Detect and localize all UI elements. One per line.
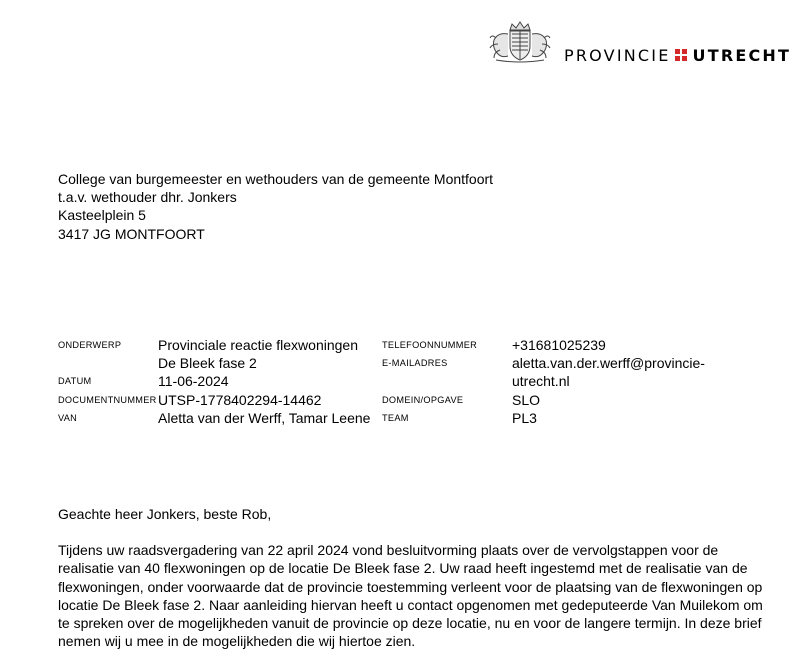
domein-value: SLO	[512, 392, 541, 408]
recipient-line: College van burgemeester en wethouders van de gemeente Montfoort	[58, 171, 494, 187]
paragraph-line: flexwoningen, onder voorwaarde dat de provincie toestemming verleent voor de plaatsing van de flexwoningen op	[58, 578, 763, 595]
onderwerp-value-line2: De Bleek fase 2	[158, 355, 257, 371]
email-label: E-MAILADRES	[382, 358, 448, 368]
brand-part2: UTRECHT	[692, 46, 792, 65]
recipient-line: t.a.v. wethouder dhr. Jonkers	[58, 189, 237, 206]
onderwerp-value: Provinciale reactie flexwoningen	[158, 337, 358, 353]
paragraph-line: nemen wij u mee in de mogelijkheden die wij hiertoe zien.	[58, 633, 416, 650]
datum-value: 11-06-2024	[158, 373, 229, 389]
recipient-address	[58, 170, 493, 243]
paragraph-line: realisatie van 40 flexwoningen op de locatie De Bleek fase 2. Uw raad heeft ingestemd met de realisatie van de	[58, 560, 748, 577]
onderwerp-label: ONDERWERP	[58, 340, 122, 350]
van-value: Aletta van der Werff, Tamar Leene	[158, 410, 371, 426]
telefoon-value: +31681025239	[512, 337, 606, 353]
paragraph-line: te spreken over de mogelijkheden vanuit de provincie op deze locatie, nu en voor de langere termijn. In deze brief	[58, 615, 762, 632]
salutation: Geachte heer Jonkers, beste Rob,	[58, 506, 272, 522]
telefoon-label: TELEFOONNUMMER	[382, 340, 478, 350]
email-value-line2: utrecht.nl	[512, 373, 570, 389]
brand-mark-icon	[675, 49, 687, 61]
domein-label: DOMEIN/OPGAVE	[382, 395, 464, 405]
brand-name	[564, 46, 791, 65]
team-label: TEAM	[382, 413, 409, 423]
brand-part1: PROVINCIE	[564, 46, 671, 65]
documentnummer-value: UTSP-1778402294-14462	[158, 392, 322, 408]
paragraph-line: Tijdens uw raadsvergadering van 22 april 2024 vond besluitvorming plaats over de vervolgstappen voor de	[58, 542, 719, 558]
datum-label: DATUM	[58, 376, 92, 386]
documentnummer-label: DOCUMENTNUMMER	[58, 395, 157, 405]
paragraph-line: locatie De Bleek fase 2. Naar aanleiding hiervan heeft u contact opgenomen met gedeputeerde Van Muilekom om	[58, 596, 763, 613]
recipient-line: 3417 JG MONTFOORT	[58, 225, 205, 242]
email-value: aletta.van.der.werff@provincie-	[512, 355, 705, 371]
coat-of-arms-icon	[486, 20, 554, 64]
letter-paragraph	[58, 541, 763, 651]
letterhead-logo	[486, 20, 811, 64]
van-label: VAN	[58, 413, 78, 423]
recipient-line: Kasteelplein 5	[58, 207, 146, 224]
team-value: PL3	[512, 410, 537, 426]
